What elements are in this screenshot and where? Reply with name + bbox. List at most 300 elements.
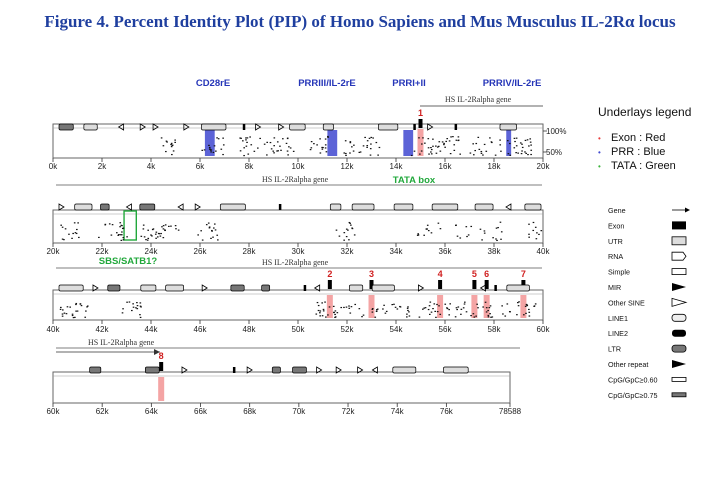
exon-feature — [438, 280, 442, 289]
pip-segment — [379, 147, 381, 148]
pip-segment — [165, 224, 167, 225]
pip-segment — [62, 316, 64, 317]
pip-segment — [153, 228, 155, 229]
pip-segment — [276, 150, 278, 151]
exon-underlay — [369, 295, 375, 318]
x-tick-label: 28k — [242, 247, 256, 256]
pip-segment — [516, 314, 518, 315]
pip-segment — [147, 240, 149, 241]
feature-legend-label: CpG/GpC≥0.60 — [608, 375, 658, 385]
pip-segment — [321, 147, 323, 148]
pip-segment — [516, 145, 518, 146]
pip-segment — [77, 310, 79, 311]
pip-segment — [444, 304, 446, 305]
pip-segment — [170, 144, 172, 145]
pip-segment — [461, 309, 463, 310]
pip-segment — [71, 238, 73, 239]
pip-segment — [122, 228, 124, 229]
pip-segment — [322, 315, 324, 316]
feature-legend-label: MIR — [608, 283, 622, 292]
pip-segment — [141, 236, 143, 237]
pip-segment — [84, 317, 86, 318]
pip-segment — [509, 155, 511, 156]
x-tick-label: 46k — [193, 325, 207, 334]
line1-feature — [394, 204, 413, 210]
pip-segment — [139, 314, 141, 315]
pip-segment — [409, 315, 411, 316]
pip-segment — [243, 147, 245, 148]
x-tick-label: 32k — [340, 247, 354, 256]
pip-segment — [439, 141, 441, 142]
exon-number: 6 — [484, 269, 490, 279]
pip-segment — [458, 136, 460, 137]
pip-segment — [528, 224, 530, 225]
pip-segment — [499, 139, 501, 140]
pip-segment — [200, 230, 202, 231]
line1-feature — [378, 124, 397, 130]
x-tick-label: 48k — [242, 325, 256, 334]
pip-segment — [273, 145, 275, 146]
pip-segment — [518, 301, 520, 302]
pip-segment — [120, 225, 122, 226]
pip-segment — [529, 138, 531, 139]
pip-segment — [133, 307, 135, 308]
feature-legend-label: Exon — [608, 221, 625, 231]
pip-segment — [286, 143, 288, 144]
pip-segment — [287, 138, 289, 139]
region-label: PRRIV/IL-2rE — [482, 78, 542, 89]
pip-segment — [439, 314, 441, 315]
pip-segment — [322, 149, 324, 150]
pip-segment — [480, 229, 482, 230]
ltr-legend-icon — [672, 345, 686, 352]
pip-segment — [316, 144, 318, 145]
pip-segment — [206, 224, 208, 225]
pip-segment — [438, 223, 440, 224]
x-tick-label: 10k — [291, 162, 305, 171]
pip-segment — [364, 137, 366, 138]
x-tick-label: 22k — [95, 247, 109, 256]
pip-segment — [349, 223, 351, 224]
pip-segment — [346, 229, 348, 230]
underlay-legend-item: TATA : Green — [611, 160, 676, 172]
pip-segment — [222, 154, 224, 155]
pip-segment — [486, 311, 488, 312]
pip-segment — [143, 225, 145, 226]
line1-feature — [475, 204, 493, 210]
pip-segment — [75, 232, 77, 233]
pip-segment — [266, 142, 268, 143]
pip-segment — [466, 311, 468, 312]
pip-segment — [422, 137, 424, 138]
pip-segment — [491, 141, 493, 142]
pip-segment — [136, 302, 138, 303]
pip-segment — [327, 314, 329, 315]
pip-segment — [501, 231, 503, 232]
pip-segment — [340, 307, 342, 308]
row-frame — [53, 290, 543, 320]
pip-segment — [348, 305, 350, 306]
pip-segment — [520, 142, 522, 143]
pip-segment — [122, 312, 124, 313]
pip-segment — [343, 307, 345, 308]
pip-segment — [313, 143, 315, 144]
pip-segment — [419, 317, 421, 318]
pip-segment — [171, 154, 173, 155]
pip-segment — [444, 147, 446, 148]
pip-segment — [528, 234, 530, 235]
feature-legend-label: Other repeat — [608, 360, 649, 369]
prr-underlay — [403, 130, 413, 156]
pip-segment — [160, 233, 162, 234]
other-sine-feature — [59, 204, 64, 210]
pip-segment — [514, 138, 516, 139]
simple-feature — [233, 367, 236, 373]
pip-segment — [145, 239, 147, 240]
pip-segment — [414, 151, 416, 152]
pip-segment — [446, 307, 448, 308]
exon-feature — [159, 362, 163, 371]
x-tick-label: 38k — [487, 247, 501, 256]
pip-segment — [428, 147, 430, 148]
exon-number: 7 — [520, 269, 526, 279]
pip-segment — [524, 151, 526, 152]
pip-segment — [477, 137, 479, 138]
pip-segment — [325, 316, 327, 317]
pip-segment — [521, 144, 523, 145]
pip-segment — [242, 140, 244, 141]
row-frame — [53, 210, 543, 243]
pip-segment — [282, 138, 284, 139]
pip-segment — [459, 237, 461, 238]
pip-segment — [530, 144, 532, 145]
pip-segment — [215, 151, 217, 152]
line1-feature — [393, 367, 416, 373]
pip-segment — [470, 152, 472, 153]
line1-feature — [352, 204, 374, 210]
pip-segment — [500, 222, 502, 223]
pip-segment — [417, 233, 419, 234]
pip-segment — [359, 308, 361, 309]
exon-number: 5 — [471, 269, 477, 279]
pip-segment — [320, 310, 322, 311]
pip-segment — [423, 308, 425, 309]
pip-segment — [245, 137, 247, 138]
pip-segment — [264, 144, 266, 145]
pip-segment — [527, 154, 529, 155]
pip-segment — [293, 151, 295, 152]
pip-segment — [504, 315, 506, 316]
pip-segment — [372, 312, 374, 313]
pip-segment — [121, 240, 123, 241]
pip-segment — [349, 152, 351, 153]
pip-segment — [540, 230, 542, 231]
pip-segment — [156, 232, 158, 233]
pip-segment — [287, 154, 289, 155]
ltr-feature — [90, 367, 101, 373]
y-label-50: 50% — [546, 148, 563, 157]
pip-segment — [522, 147, 524, 148]
pip-segment — [466, 236, 468, 237]
x-tick-label: 50k — [291, 325, 305, 334]
pip-segment — [204, 149, 206, 150]
pip-segment — [329, 306, 331, 307]
line1-feature — [500, 124, 517, 130]
pip-segment — [515, 152, 517, 153]
line1-feature — [84, 124, 97, 130]
pip-segment — [287, 150, 289, 151]
pip-segment — [438, 305, 440, 306]
pip-segment — [532, 230, 534, 231]
pip-segment — [525, 313, 527, 314]
feature-legend-label: LINE2 — [608, 329, 628, 339]
pip-segment — [407, 306, 409, 307]
pip-segment — [437, 311, 439, 312]
pip-segment — [343, 240, 345, 241]
pip-segment — [466, 226, 468, 227]
pip-segment — [437, 146, 439, 147]
gene-label: HS IL-2Ralpha gene — [445, 95, 512, 104]
pip-segment — [443, 143, 445, 144]
pip-segment — [173, 150, 175, 151]
pip-segment — [349, 312, 351, 313]
pip-segment — [367, 140, 369, 141]
pip-segment — [163, 228, 165, 229]
pip-segment — [442, 141, 444, 142]
pip-segment — [383, 305, 385, 306]
pip-segment — [215, 229, 217, 230]
pip-segment — [431, 312, 433, 313]
pip-segment — [372, 137, 374, 138]
pip-segment — [311, 141, 313, 142]
underlay-swatch: • — [598, 148, 601, 157]
pip-segment — [243, 155, 245, 156]
pip-segment — [397, 308, 399, 309]
pip-segment — [377, 155, 379, 156]
pip-segment — [210, 150, 212, 151]
pip-segment — [525, 306, 527, 307]
pip-segment — [123, 239, 125, 240]
x-tick-label: 0k — [48, 162, 58, 171]
pip-segment — [474, 150, 476, 151]
pip-segment — [171, 143, 173, 144]
pip-segment — [317, 302, 319, 303]
pip-segment — [485, 302, 487, 303]
pip-segment — [122, 308, 124, 309]
x-tick-label: 44k — [144, 325, 158, 334]
pip-segment — [411, 155, 413, 156]
pip-segment — [377, 309, 379, 310]
line2-legend-icon — [672, 330, 686, 337]
pip-segment — [72, 315, 74, 316]
pip-segment — [536, 232, 538, 233]
pip-segment — [73, 317, 75, 318]
x-tick-label: 8k — [244, 162, 254, 171]
x-tick-label: 20k — [46, 247, 60, 256]
pip-segment — [346, 236, 348, 237]
pip-segment — [325, 138, 327, 139]
pip-segment — [434, 311, 436, 312]
line1-feature — [59, 285, 83, 291]
pip-segment — [86, 306, 88, 307]
other-sine-feature — [153, 124, 158, 130]
pip-segment — [240, 138, 242, 139]
pip-segment — [346, 307, 348, 308]
pip-segment — [484, 233, 486, 234]
prr-underlay — [327, 130, 337, 156]
pip-segment — [528, 237, 530, 238]
x-tick-label: 24k — [144, 247, 158, 256]
pip-segment — [311, 147, 313, 148]
simple-feature — [413, 124, 416, 130]
x-tick-label: 56k — [438, 325, 452, 334]
pip-segment — [75, 311, 77, 312]
pip-segment — [475, 143, 477, 144]
pip-segment — [482, 154, 484, 155]
pip-segment — [126, 302, 128, 303]
pip-segment — [502, 313, 504, 314]
ltr-feature — [272, 367, 280, 373]
gene-label: HS IL-2Ralpha gene — [262, 258, 329, 267]
pip-segment — [116, 232, 118, 233]
pip-segment — [408, 311, 410, 312]
ltr-feature — [59, 124, 73, 130]
pip-segment — [385, 313, 387, 314]
pip-segment — [473, 313, 475, 314]
pip-segment — [166, 141, 168, 142]
pip-segment — [536, 238, 538, 239]
feature-legend-label: LTR — [608, 344, 622, 354]
pip-segment — [319, 312, 321, 313]
pip-segment — [197, 234, 199, 235]
pip-segment — [376, 142, 378, 143]
pip-segment — [431, 149, 433, 150]
pip-segment — [369, 138, 371, 139]
pip-segment — [457, 236, 459, 237]
pip-segment — [428, 153, 430, 154]
pip-segment — [440, 228, 442, 229]
pip-segment — [348, 239, 350, 240]
other-sine-feature — [256, 124, 261, 130]
pip-segment — [345, 140, 347, 141]
other-sine-feature — [178, 204, 183, 210]
other-repeat-legend-icon — [672, 360, 686, 368]
pip-segment — [272, 151, 274, 152]
pip-segment — [223, 144, 225, 145]
ltr-feature — [145, 367, 159, 373]
pip-segment — [247, 137, 249, 138]
pip-segment — [118, 234, 120, 235]
pip-segment — [123, 237, 125, 238]
exon-underlay — [418, 129, 424, 156]
line1-feature — [349, 285, 362, 291]
x-tick-label: 54k — [389, 325, 403, 334]
pip-segment — [533, 222, 535, 223]
pip-segment — [175, 225, 177, 226]
pip-segment — [528, 312, 530, 313]
pip-segment — [488, 316, 490, 317]
pip-segment — [429, 305, 431, 306]
pip-segment — [455, 225, 457, 226]
pip-segment — [259, 138, 261, 139]
pip-segment — [456, 140, 458, 141]
pip-segment — [325, 147, 327, 148]
pip-segment — [509, 143, 511, 144]
pip-segment — [453, 144, 455, 145]
pip-segment — [423, 235, 425, 236]
pip-segment — [119, 226, 121, 227]
pip-segment — [163, 145, 165, 146]
x-tick-label: 76k — [439, 407, 453, 416]
pip-segment — [213, 152, 215, 153]
line1-feature — [432, 204, 458, 210]
pip-segment — [112, 224, 114, 225]
feature-legend-label: Simple — [608, 267, 630, 277]
simple-feature — [304, 285, 307, 291]
pip-segment — [516, 138, 518, 139]
pip-segment — [513, 147, 515, 148]
pip-segment — [354, 304, 356, 305]
pip-segment — [370, 143, 372, 144]
pip-segment — [345, 155, 347, 156]
sbs-label: SBS/SATB1? — [98, 256, 158, 267]
pip-segment — [132, 303, 134, 304]
pip-segment — [528, 145, 530, 146]
line1-feature — [443, 367, 468, 373]
pip-segment — [468, 234, 470, 235]
other-sine-feature — [140, 124, 145, 130]
pip-segment — [62, 309, 64, 310]
ltr-feature — [231, 285, 244, 291]
pip-segment — [325, 144, 327, 145]
pip-segment — [209, 148, 211, 149]
tata-label: TATA box — [392, 175, 436, 186]
pip-segment — [172, 145, 174, 146]
pip-segment — [76, 229, 78, 230]
pip-segment — [443, 144, 445, 145]
pip-segment — [489, 137, 491, 138]
pip-segment — [221, 149, 223, 150]
pip-row-2 — [47, 210, 551, 256]
pip-segment — [427, 138, 429, 139]
pip-segment — [80, 303, 82, 304]
line1-feature — [75, 204, 92, 210]
exon-number: 2 — [327, 269, 333, 279]
pip-segment — [163, 225, 165, 226]
pip-segment — [489, 313, 491, 314]
pip-segment — [170, 226, 172, 227]
simple-feature — [243, 124, 246, 130]
x-tick-label: 20k — [536, 162, 550, 171]
pip-segment — [335, 310, 337, 311]
pip-segment — [62, 227, 64, 228]
pip-segment — [333, 312, 335, 313]
pip-segment — [476, 304, 478, 305]
pip-segment — [459, 154, 461, 155]
underlay-swatch: • — [598, 134, 601, 143]
x-tick-label: 70k — [292, 407, 306, 416]
pip-segment — [318, 310, 320, 311]
pip-segment — [446, 138, 448, 139]
pip-segment — [214, 223, 216, 224]
pip-segment — [320, 152, 322, 153]
pip-segment — [246, 142, 248, 143]
pip-segment — [490, 305, 492, 306]
pip-segment — [489, 307, 491, 308]
pip-segment — [274, 137, 276, 138]
pip-segment — [538, 234, 540, 235]
pip-segment — [460, 314, 462, 315]
